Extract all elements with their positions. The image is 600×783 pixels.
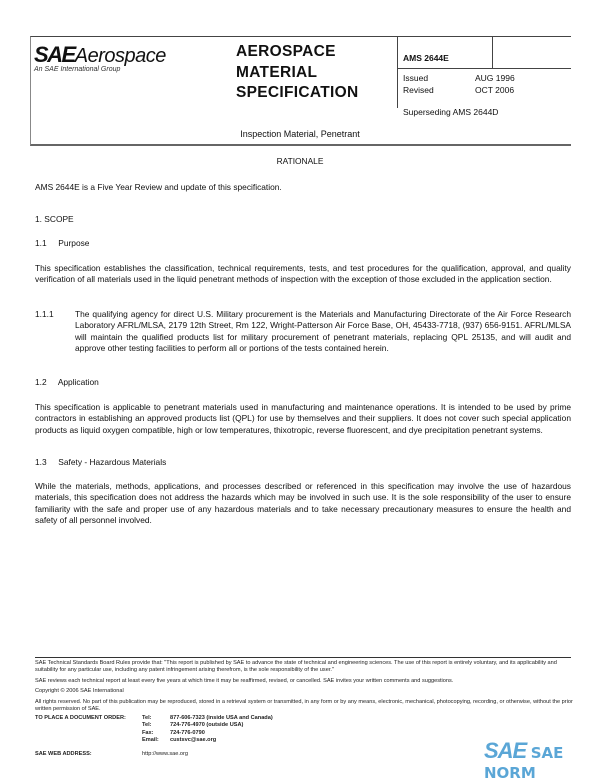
title-line: AEROSPACE (236, 43, 336, 60)
section-heading-safety: 1.3 Safety - Hazardous Materials (35, 457, 167, 467)
section-number-1-1-1: 1.1.1 (35, 309, 54, 319)
section-heading-scope: 1. SCOPE (35, 214, 74, 224)
contact-label: Tel: (142, 722, 152, 729)
safety-text: While the materials, methods, applications, and processes described or referenced in this specification may involve the use of hazardous materials, this specification does not address the hazards which may be involved in such use. It is the sole responsibility of the user to ensure familiarity with the safe and proper use of any hazardous materials and to take necessary precautionary measures to ensure the health and safety of all personnel involved. (35, 481, 571, 526)
watermark-brand: SAE (484, 738, 527, 763)
title-line: MATERIAL (236, 63, 318, 81)
web-link[interactable]: http://www.sae.org (142, 751, 189, 757)
logo-name: Aerospace (74, 45, 166, 67)
footer-review: SAE reviews each technical report at least every five years at which time it may be reaffirmed, revised, or cancelled. SAE invites your written comments and suggestions. (35, 678, 454, 684)
sae-aerospace-logo (34, 42, 166, 73)
contact-label: Tel: (142, 715, 152, 721)
document-subject: Inspection Material, Penetrant (240, 129, 360, 139)
qualifying-agency-text: The qualifying agency for direct U.S. Military procurement is the Materials and Manufacturing Directorate of the Air Force Research Laboratory AFRL/MLSA, 2179 12th Street, Rm 122, Wright-Patterson Air Force Base, OH, 45433-7718, (937) 656-9151. AFRL/MLSA will maintain the qualified products list for military procurement of penetrant materials, replacing QPL 25135, and will audit and approve other testing facilities to perform all or portions of the tests contained herein. (75, 309, 571, 354)
contact-row (142, 722, 342, 729)
footer-divider (35, 657, 571, 658)
issued-date: AUG 1996 (475, 73, 515, 83)
contact-label: Email: (142, 737, 159, 744)
sae-norm-watermark (484, 738, 600, 783)
issued-label: Issued (403, 73, 429, 83)
footer-rules: SAE Technical Standards Board Rules provide that: "This report is published by SAE to advance the state of technical and engineering sciences. The use of this report is entirely voluntary, and its applicability and suitability for any particular use, including any patent infringement arising therefrom, is the sole responsibility of the user." (35, 660, 557, 674)
divider (397, 68, 571, 69)
purpose-text: This specification establishes the classification, technical requirements, tests, and test procedures for the qualification, approval, and quality verification of all materials used in the liquid penetrant methods of inspection with the exception of those excluded in the application section. (35, 263, 571, 285)
contact-value: 724-776-4970 (outside USA) (170, 722, 244, 729)
footer-rights: All rights reserved. No part of this publication may be reproduced, stored in a retrieval system or transmitted, in any form or by any means, electronic, mechanical, photocopying, recording, or otherwise, without the prior written permission of SAE. (35, 699, 573, 713)
order-label: TO PLACE A DOCUMENT ORDER: (35, 715, 126, 721)
divider (492, 36, 493, 68)
superseding-note: Superseding AMS 2644D (403, 107, 499, 117)
contact-row (142, 730, 342, 737)
watermark-text: SAE NORM (484, 744, 564, 782)
document-type-title (236, 42, 358, 104)
contact-value: 724-776-0790 (170, 729, 205, 736)
divider (397, 36, 398, 108)
contact-row (142, 737, 342, 744)
title-line: SPECIFICATION (236, 84, 359, 101)
contact-row (142, 715, 342, 722)
revised-date: OCT 2006 (475, 85, 515, 95)
contact-value: 877-606-7323 (inside USA and Canada) (170, 715, 273, 721)
section-heading-purpose: 1.1 Purpose (35, 238, 90, 248)
logo-tagline: An SAE International Group (34, 66, 121, 73)
document-number: AMS 2644E (403, 53, 449, 63)
web-label: SAE WEB ADDRESS: (35, 751, 92, 757)
application-text: This specification is applicable to penetrant materials used in manufacturing and maintenance operations. It is intended to be used by prime contractors in establishing an approved products list (QPL) for use by themselves and their suppliers. It does not cover such special application products as liquid oxygen compatible, high or low temperatures, thixotropic, reverse fluorescent, and dye precipitation penetrant systems. (35, 402, 571, 435)
revised-label: Revised (403, 85, 434, 95)
section-heading-application: 1.2 Application (35, 377, 99, 387)
email-link[interactable]: custsvc@sae.org (170, 737, 217, 744)
rationale-heading: RATIONALE (276, 156, 324, 166)
logo-brand: SAE (34, 42, 75, 67)
contact-label: Fax: (142, 729, 154, 736)
rationale-text: AMS 2644E is a Five Year Review and update of this specification. (35, 182, 282, 192)
footer-copyright: Copyright © 2006 SAE International (35, 688, 124, 694)
